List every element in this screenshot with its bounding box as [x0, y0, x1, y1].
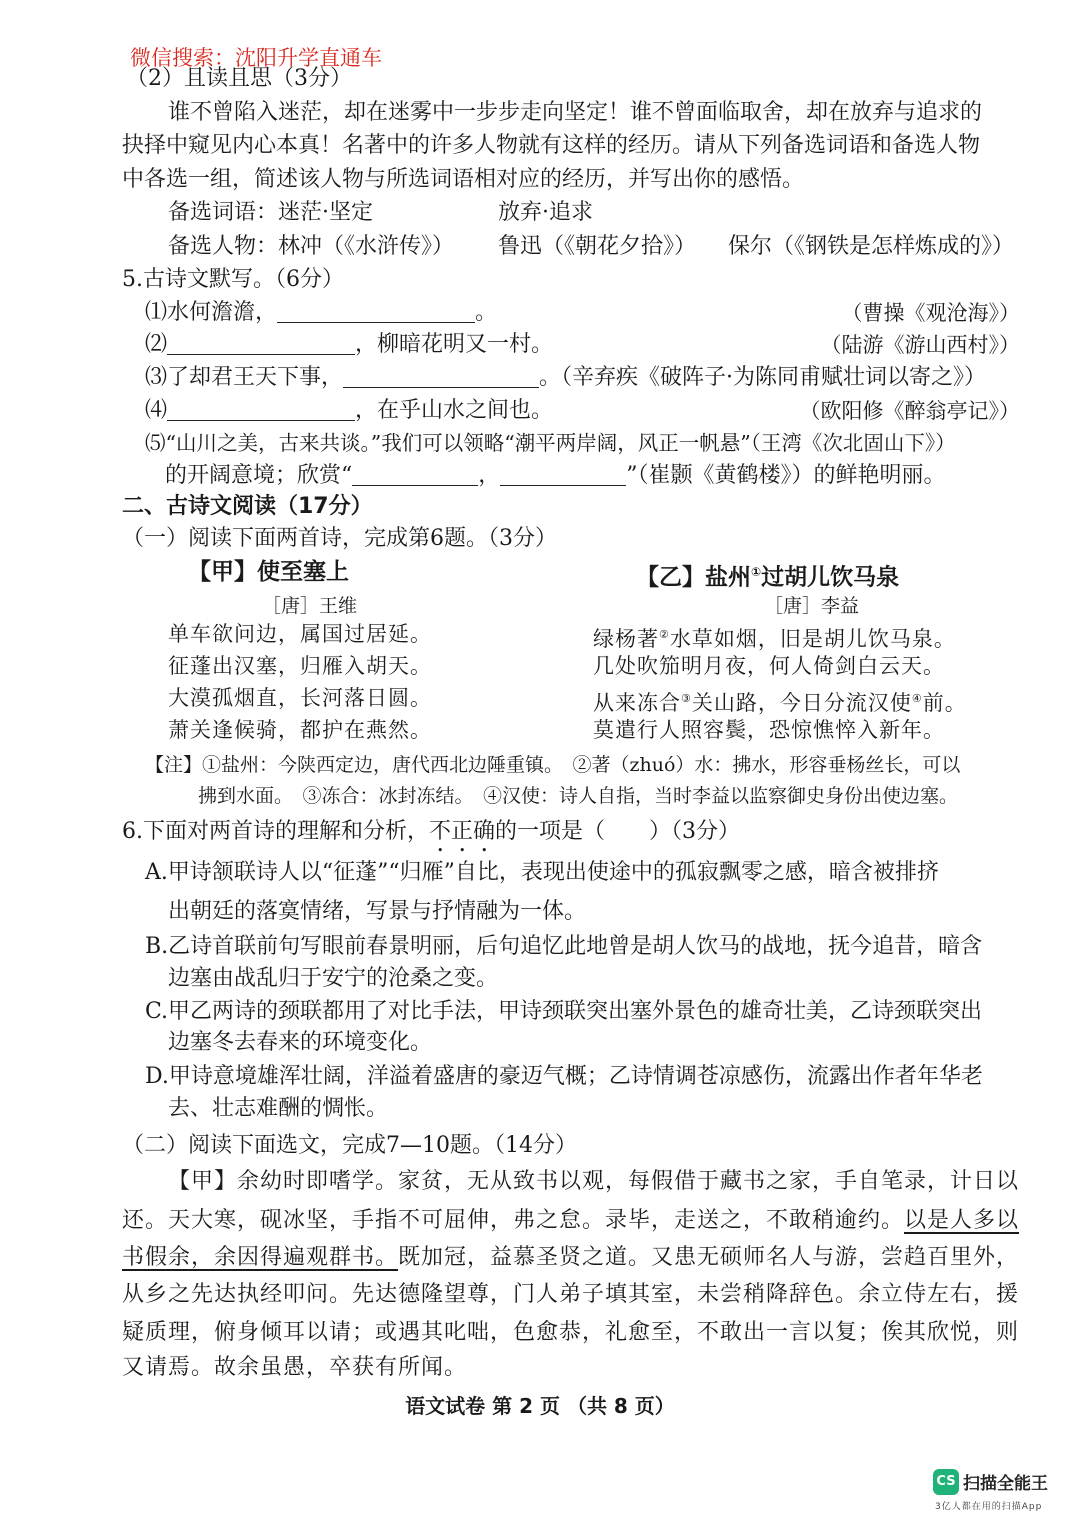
- passage-line-3: [122, 1242, 1019, 1273]
- q6-option-c-1: C.甲乙两诗的颈联都用了对比手法，甲诗颈联突出塞外景色的雄奇壮美，乙诗颈联突出: [145, 999, 983, 1024]
- q6-option-a-1: A.甲诗颔联诗人以“征蓬”“归雁”自比，表现出使途中的孤寂飘零之感，暗含被排挤: [145, 860, 939, 885]
- poem-b-author: ［唐］李益: [764, 595, 860, 617]
- q6-option-d-2: 去、壮志难酬的惆怅。: [168, 1096, 389, 1121]
- q6-stem-a: 6.下面对两首诗的理解和分析，: [122, 819, 429, 844]
- q5-4-source: （欧阳修《醉翁亭记》）: [799, 399, 1020, 423]
- q5-line-6: [165, 461, 946, 491]
- q5-1-source: （曹操《观沧海》）: [841, 301, 1020, 325]
- q5-line-2: [145, 330, 553, 360]
- poem-b-3c: 前。: [922, 691, 967, 715]
- q6-stem-c: 的一项是（ ）（3分）: [495, 819, 741, 844]
- page-footer: 语文试卷 第 2 页 （共 8 页）: [405, 1394, 675, 1418]
- passage-3b: 既加冠，益慕圣贤之道。又患无硕师名人与游，尝趋百里外，: [398, 1245, 1020, 1270]
- q6-option-b-2: 边塞由战乱归于安宁的沧桑之变。: [168, 966, 499, 991]
- q5-1-end: 。: [475, 300, 498, 325]
- q5-3-text: ⑶了却君王天下事，: [145, 365, 344, 390]
- q5-heading: 5.古诗文默写。（6分）: [122, 267, 344, 292]
- footnote-mark-3: ③: [681, 692, 692, 705]
- camscanner-logo-icon: CS: [933, 1469, 959, 1495]
- q5-line-3: [145, 363, 986, 393]
- section-2-2-heading: （二）阅读下面选文，完成7—10题。（14分）: [122, 1133, 577, 1158]
- poem-a-title: 【甲】使至塞上: [188, 559, 349, 585]
- q5-2-num: ⑵: [145, 332, 168, 357]
- q5-line-4: [145, 396, 553, 426]
- passage-underlined-1: 以是人多以: [904, 1208, 1020, 1233]
- passage-line-1: 【甲】余幼时即嗜学。家贫，无从致书以观，每假借于藏书之家，手自笔录，计日以: [168, 1169, 1020, 1194]
- poem-b-line-3: [593, 683, 967, 719]
- poem-b-3b: 关山路，今日分流汉使: [691, 691, 912, 715]
- q6-option-b-1: B.乙诗首联前句写眼前春景明丽，后句追忆此地曾是胡人饮马的战地，抚今追昔，暗含: [145, 934, 983, 959]
- q4-2-para-3: 中各选一组，简述该人物与所选词语相对应的经历，并写出你的感悟。: [122, 167, 805, 192]
- q5-6-text: 的开阔意境；欣赏“: [165, 463, 353, 488]
- passage-underlined-2: 书假余，余因得遍观群书。: [122, 1245, 399, 1270]
- poem-a-line-2: 征蓬出汉塞，归雁入胡天。: [168, 654, 432, 678]
- q5-line-1: [145, 298, 497, 328]
- scanner-app-name: 扫描全能王: [963, 1474, 1048, 1494]
- poem-a-line-4: 萧关逢候骑，都护在燕然。: [168, 718, 432, 742]
- answer-blank-3[interactable]: [343, 365, 539, 388]
- poem-b-1b: 水草如烟，旧是胡儿饮马泉。: [669, 627, 956, 651]
- poem-b-title-a: 【乙】盐州: [636, 564, 751, 591]
- q5-1-text: ⑴水何澹澹，: [145, 300, 278, 325]
- q6-emphasis: 不正确: [429, 819, 496, 844]
- passage-line-4: 从乡之先达执经叩问。先达德隆望尊，门人弟子填其室，未尝稍降辞色。余立侍左右，援: [122, 1282, 1020, 1307]
- q5-3-source: 。（辛弃疾《破阵子·为陈同甫赋壮词以寄之》）: [539, 365, 987, 390]
- poem-a-line-1: 单车欲问边，属国过居延。: [168, 622, 432, 646]
- scanner-tagline: 3亿人都在用的扫描App: [935, 1502, 1043, 1512]
- poem-b-line-2: 几处吹笳明月夜，何人倚剑白云天。: [593, 654, 945, 678]
- passage-line-5: 疑质理，俯身倾耳以请；或遇其叱咄，色愈恭，礼愈至，不敢出一言以复；俟其欣悦，则: [122, 1320, 1020, 1345]
- poem-b-line-4: 莫遣行人照容鬓，恐惊憔悴入新年。: [593, 718, 945, 742]
- scanner-logo: [933, 1466, 1068, 1516]
- poem-b-3a: 从来冻合: [593, 691, 681, 715]
- notes-line-2: 拂到水面。 ③冻合：冰封冻结。 ④汉使：诗人自指，当时李益以监察御史身份出使边塞。: [198, 785, 959, 807]
- candidate-person-1: 备选人物：林冲（《水浒传》）: [168, 234, 455, 259]
- q6-stem: [122, 817, 740, 857]
- q4-2-para-1: 谁不曾陷入迷茫，却在迷雾中一步步走向坚定！谁不曾面临取舍，却在放弃与追求的: [168, 100, 983, 125]
- candidate-person-3: 保尔（《钢铁是怎样炼成的》）: [728, 234, 1015, 259]
- q5-4-text: ，在乎山水之间也。: [355, 398, 554, 423]
- q5-4-num: ⑷: [145, 398, 168, 423]
- poem-b-line-1: [593, 619, 956, 655]
- q5-6-comma: ，: [478, 463, 501, 488]
- answer-blank-5[interactable]: [352, 463, 478, 486]
- footnote-mark-2: ②: [659, 628, 670, 641]
- answer-blank-1[interactable]: [277, 300, 475, 323]
- q5-2-text: ，柳暗花明又一村。: [355, 332, 554, 357]
- answer-blank-6[interactable]: [500, 463, 626, 486]
- poem-b-title-b: 过胡儿饮马泉: [761, 564, 900, 591]
- q5-line-5: ⑸“山川之美，古来共谈。”我们可以领略“潮平两岸阔，风正一帆悬”（王湾《次北固山下》）: [145, 431, 956, 455]
- q6-option-a-2: 出朝廷的落寞情绪，写景与抒情融为一体。: [168, 899, 587, 924]
- q6-option-d-1: D.甲诗意境雄浑壮阔，洋溢着盛唐的豪迈气概；乙诗情调苍凉感伤，流露出作者年华老: [145, 1064, 983, 1089]
- candidate-words-1: 备选词语：迷茫·坚定: [168, 200, 373, 225]
- notes-line-1: 【注】①盐州：今陕西定边，唐代西北边陲重镇。 ②著（zhuó）水：拂水，形容垂杨丝长，可以: [145, 754, 961, 776]
- footnote-mark-1: ①: [751, 565, 762, 579]
- passage-line-2: [122, 1205, 1019, 1236]
- candidate-words-2: 放弃·追求: [498, 200, 593, 225]
- footnote-mark-4: ④: [911, 692, 923, 705]
- section-2-1-heading: （一）阅读下面两首诗，完成第6题。（3分）: [122, 526, 557, 551]
- answer-blank-2[interactable]: [167, 332, 355, 355]
- passage-line-6: 又请焉。故余虽愚，卒获有所闻。: [122, 1355, 468, 1380]
- poem-b-1a: 绿杨著: [593, 627, 659, 651]
- q5-6-end: ”（崔颢《黄鹤楼》）的鲜艳明丽。: [626, 463, 946, 488]
- poem-a-line-3: 大漠孤烟直，长河落日圆。: [168, 686, 432, 710]
- poem-b-title: [636, 557, 899, 593]
- passage-2a: 还。天大寒，砚冰坚，手指不可屈伸，弗之怠。录毕，走送之，不敢稍逾约。: [122, 1208, 905, 1233]
- candidate-person-2: 鲁迅（《朝花夕拾》）: [498, 234, 697, 259]
- q6-option-c-2: 边塞冬去春来的环境变化。: [168, 1030, 433, 1055]
- answer-blank-4[interactable]: [167, 398, 355, 421]
- q5-2-source: （陆游《游山西村》）: [820, 333, 1020, 357]
- poem-a-author: ［唐］王维: [262, 595, 358, 617]
- q4-2-heading: （2）且读且思（3分）: [126, 66, 352, 91]
- q4-2-para-2: 抉择中窥见内心本真！名著中的许多人物就有这样的经历。请从下列备选词语和备选人物: [122, 133, 981, 158]
- watermark-text: 微信搜索：沈阳升学直通车: [130, 46, 382, 70]
- section-2-heading: 二、古诗文阅读（17分）: [122, 494, 373, 519]
